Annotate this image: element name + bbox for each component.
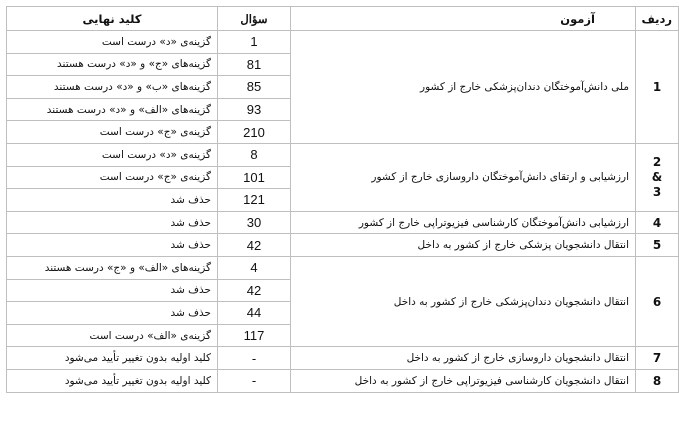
exam-name-cell: ارزشیابی و ارتقای دانش‌آموختگان داروسازی خارج از کشور (291, 143, 636, 211)
table-row (7, 31, 679, 54)
question-number-cell: 42 (218, 279, 291, 302)
row-number-cell: 4 (636, 211, 679, 234)
question-number-cell: 85 (218, 76, 291, 99)
final-key-cell: گزینه‌ی «د» درست است (7, 143, 218, 166)
question-number-cell: - (218, 369, 291, 392)
final-key-cell: گزینه‌ی «الف» درست است (7, 324, 218, 347)
final-key-cell: گزینه‌ی «ج» درست است (7, 121, 218, 144)
question-number-cell: - (218, 347, 291, 370)
table-row (7, 211, 679, 234)
question-number-cell: 117 (218, 324, 291, 347)
exam-name-cell: انتقال دانشجویان کارشناسی فیزیوتراپی خارج از کشور به داخل (291, 369, 636, 392)
question-number-cell: 93 (218, 98, 291, 121)
table-row (7, 143, 679, 166)
row-number-cell: 8 (636, 369, 679, 392)
table-row (7, 256, 679, 279)
row-number-part: & (651, 169, 663, 184)
final-key-cell: حذف شد (7, 279, 218, 302)
table-header-row (7, 7, 679, 31)
final-key-cell: حذف شد (7, 302, 218, 325)
table-row (7, 369, 679, 392)
exam-name-cell: انتقال دانشجویان پزشکی خارج از کشور به داخل (291, 234, 636, 257)
row-number-stack (652, 155, 662, 200)
row-number-cell: 5 (636, 234, 679, 257)
question-number-cell: 42 (218, 234, 291, 257)
final-key-cell: گزینه‌های «ج» و «د» درست هستند (7, 53, 218, 76)
row-number-cell: 7 (636, 347, 679, 370)
question-number-cell: 30 (218, 211, 291, 234)
header-question: سؤال (218, 7, 291, 31)
question-number-cell: 1 (218, 31, 291, 54)
header-row-number: ردیف (636, 7, 679, 31)
answer-key-table (6, 6, 679, 393)
final-key-cell: حذف شد (7, 189, 218, 212)
question-number-cell: 121 (218, 189, 291, 212)
exam-name-cell: ملی دانش‌آموختگان دندان‌پزشکی خارج از کشور (291, 31, 636, 144)
question-number-cell: 210 (218, 121, 291, 144)
table-body (7, 31, 679, 393)
question-number-cell: 81 (218, 53, 291, 76)
table-row (7, 234, 679, 257)
final-key-cell: گزینه‌های «الف» و «ج» درست هستند (7, 256, 218, 279)
final-key-cell: حذف شد (7, 234, 218, 257)
final-key-cell: کلید اولیه بدون تغییر تأیید می‌شود (7, 347, 218, 370)
question-number-cell: 4 (218, 256, 291, 279)
final-key-cell: کلید اولیه بدون تغییر تأیید می‌شود (7, 369, 218, 392)
row-number-cell: 1 (636, 31, 679, 144)
table-row (7, 347, 679, 370)
row-number-cell: 6 (636, 256, 679, 346)
header-final-key: کلید نهایی (7, 7, 218, 31)
row-number-cell (636, 143, 679, 211)
row-number-part: 3 (652, 184, 662, 199)
question-number-cell: 101 (218, 166, 291, 189)
header-exam: آزمون (291, 7, 636, 31)
exam-name-cell: انتقال دانشجویان دندان‌پزشکی خارج از کشور به داخل (291, 256, 636, 346)
question-number-cell: 8 (218, 143, 291, 166)
final-key-cell: گزینه‌های «ب» و «د» درست هستند (7, 76, 218, 99)
exam-name-cell: انتقال دانشجویان داروسازی خارج از کشور به داخل (291, 347, 636, 370)
answer-key-table-container (6, 6, 672, 393)
row-number-part: 2 (652, 154, 662, 169)
final-key-cell: حذف شد (7, 211, 218, 234)
exam-name-cell: ارزشیابی دانش‌آموختگان کارشناسی فیزیوتراپی خارج از کشور (291, 211, 636, 234)
question-number-cell: 44 (218, 302, 291, 325)
final-key-cell: گزینه‌های «الف» و «د» درست هستند (7, 98, 218, 121)
final-key-cell: گزینه‌ی «د» درست است (7, 31, 218, 54)
final-key-cell: گزینه‌ی «ج» درست است (7, 166, 218, 189)
